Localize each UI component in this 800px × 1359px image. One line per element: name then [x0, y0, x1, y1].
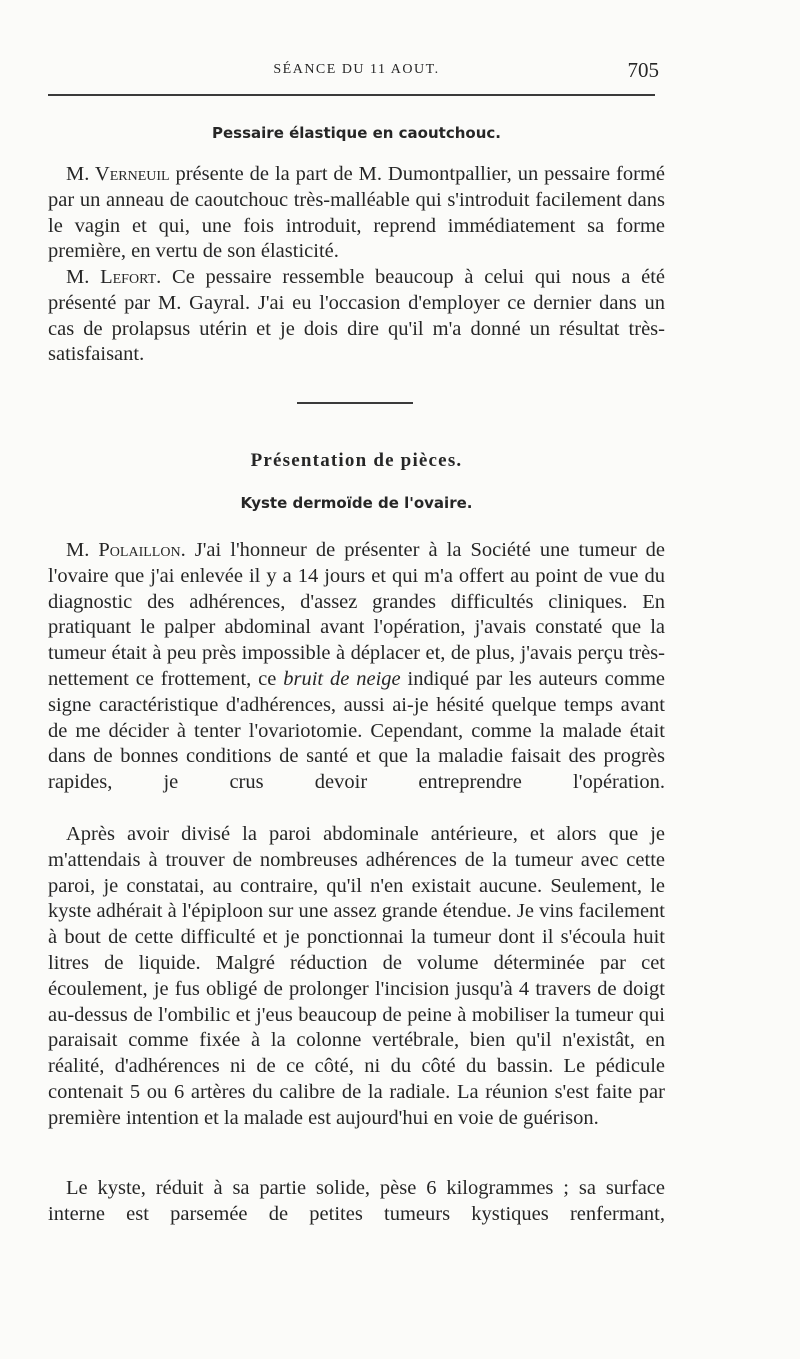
paragraph-text: . J'ai l'honneur de présenter à la Société une tumeur de l'ovaire que j'ai enlevée il y a 14 jours et qui m'a offert au point de vue du diagnostic des adhérences, d'assez grandes difficultés cliniques. En pratiquant le palper abdominal avant l'opération, j'avais constaté que la tumeur était à peu près impossible à déplacer et, de plus, j'avais perçu très-nettement ce frottement, ce: [48, 539, 666, 690]
section-divider: [297, 402, 413, 404]
running-head: [48, 58, 665, 88]
running-title: SÉANCE DU 11 AOUT.: [273, 62, 440, 77]
paragraph-text: indiqué par les auteurs comme signe caractéristique d'adhérences, aussi ai-je hésité quelque temps avant de me décider à tenter l'ovariotomie. Cependant, comme la malade était dans de bonnes conditions de santé et que la maladie faisait des progrès rapides, je crus devoir entreprendre l'opération.: [48, 667, 665, 794]
paragraph-text: présente de la part de M. Dumontpallier, un pessaire formé par un anneau de caoutchouc très-malléable qui s'introduit facilement dans le vagin et qui, une fois introduit, reprend immédiatement sa forme première, en vertu de son élasticité.: [48, 163, 665, 263]
paragraph-polaillon: [48, 538, 665, 796]
page-number: 705: [627, 58, 659, 82]
header-rule: [48, 94, 655, 96]
speaker-name: M. Verneuil: [66, 163, 170, 185]
paragraph-lefort: [48, 265, 665, 368]
paragraph-text: . Ce pessaire ressemble beaucoup à celui qui nous a été présenté par M. Gayral. J'ai eu l'occasion d'employer ce dernier dans un cas de prolapsus utérin et je dois dire qu'il m'a donné un résultat très-satisfaisant.: [48, 266, 666, 366]
subheading-kyste: Kyste dermoïde de l'ovaire.: [240, 494, 473, 512]
paragraph-kyste: Le kyste, réduit à sa partie solide, pèse 6 kilogrammes ; sa surface interne est parsemée de petites tumeurs kystiques renfermant,: [48, 1177, 665, 1225]
italic-term: bruit de neige: [283, 667, 401, 690]
paragraph-operation: Après avoir divisé la paroi abdominale antérieure, et alors que je m'attendais à trouver de nombreuses adhérences de la tumeur avec cette paroi, je constatai, au contraire, qu'il n'en existait aucune. Seulement, le kyste adhérait à l'épiploon sur une assez grande étendue. Je vins facilement à bout de cette difficulté et je ponctionnai la tumeur dont il s'écoula huit litres de liquide. Malgré réduction de volume déterminée par cet écoulement, je fus obligé de prolonger l'incision jusqu'à 4 travers de doigt au-dessus de l'ombilic et j'eus beaucoup de peine à mobiliser la tumeur qui paraisait comme fixée à la colonne vertébrale, bien qu'il n'existât, en réalité, d'adhérences ni de ce côté, ni du côté du bassin. Le pédicule contenait 5 ou 6 artères du calibre de la radiale. La réunion s'est faite par première intention et la malade est aujourd'hui en voie de guérison.: [48, 823, 665, 1129]
paragraph-verneuil: [48, 162, 665, 265]
speaker-name: M. Lefort: [66, 266, 157, 288]
section-heading-presentation: Présentation de pièces.: [250, 450, 463, 471]
section-heading-pessaire: Pessaire élastique en caoutchouc.: [212, 124, 501, 142]
speaker-name: M. Polaillon: [66, 539, 181, 561]
